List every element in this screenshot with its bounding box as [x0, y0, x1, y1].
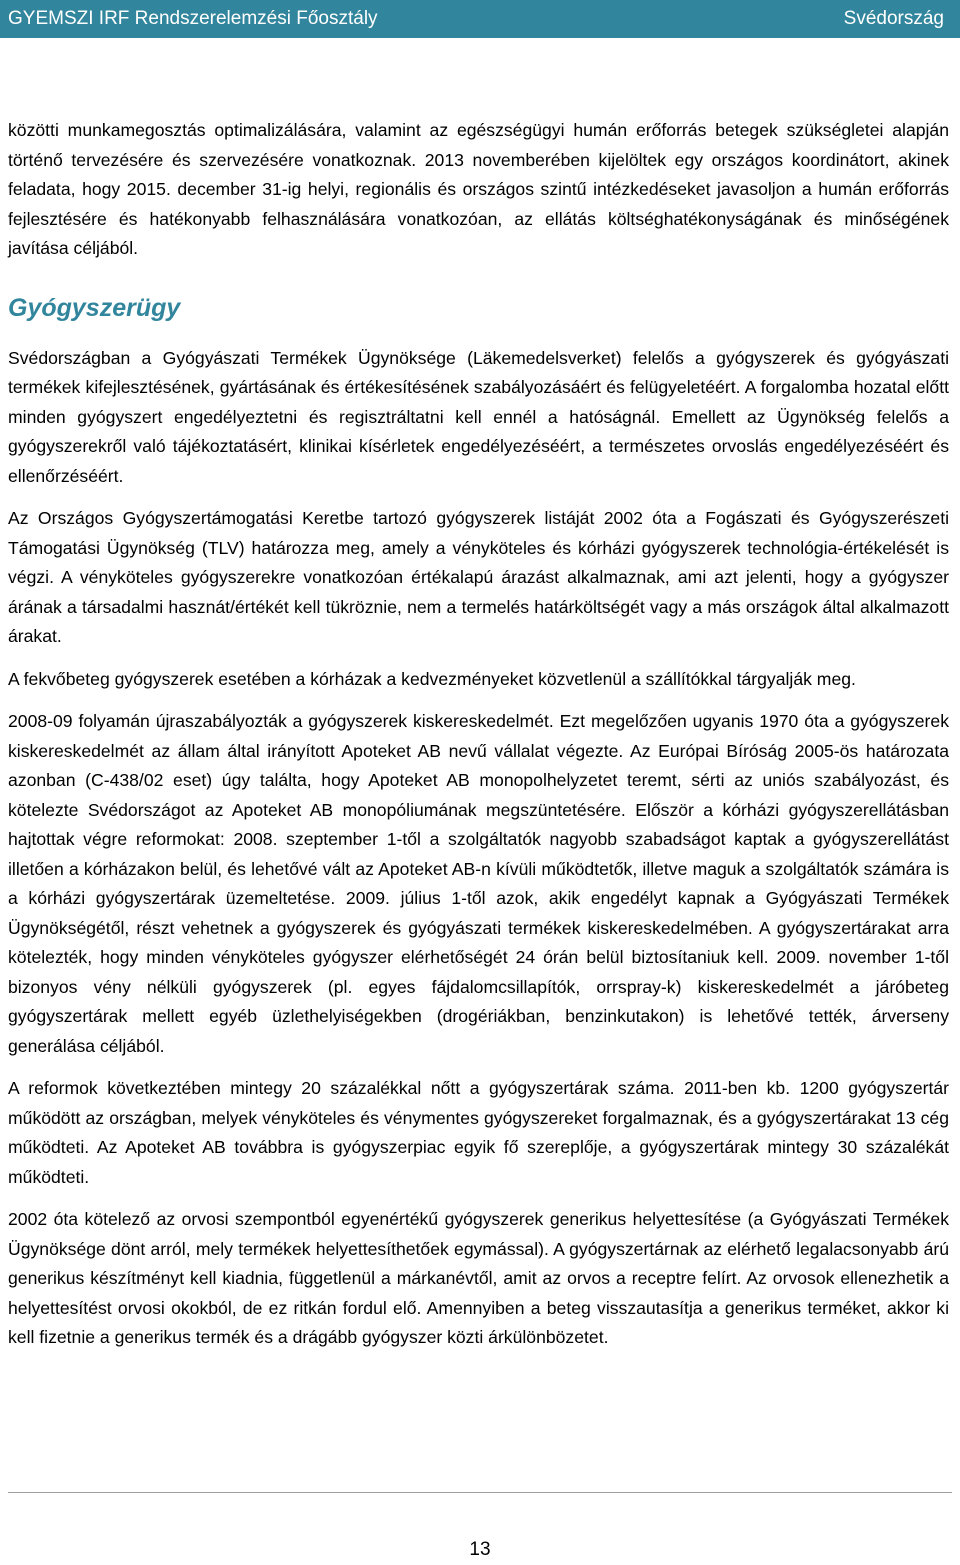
paragraph-agency: Svédországban a Gyógyászati Termékek Ügynöksége (Läkemedelsverket) felelős a gyógyszerek és gyógyászati termékek kifejlesztésének, gyártásának és értékesítésének szabályozásáért és felügyeletéért. A forgalomba hozatal előtt minden gyógyszert engedélyeztetni és regisztráltatni kell ennél a hatóságnál. Emellett az Ügynökség felelős a gyógyszerekről való tájékoztatásért, klinikai kísérletek engedélyezéséért, a természetes orvoslás engedélyezéséért és ellenőrzéséért. — [8, 347, 949, 486]
page-header — [0, 0, 960, 38]
page-number: 13 — [469, 1539, 491, 1560]
header-organization: GYEMSZI IRF Rendszerelemzési Főosztály — [8, 8, 378, 29]
paragraph-pharmacy-count: A reformok következtében mintegy 20 százalékkal nőtt a gyógyszertárak száma. 2011-ben kb. 1200 gyógyszertár működött az országban, melyek vényköteles és vénymentes gyógyszereket forgalmaznak, és a gyógyszertárakat 13 cég működteti. Az Apoteket AB továbbra is gyógyszerpiac egyik fő szereplője, a gyógyszertárak mintegy 30 százalékát működteti. — [8, 1078, 949, 1187]
section-title: Gyógyszerügy — [8, 293, 181, 322]
paragraph-reimbursement: Az Országos Gyógyszertámogatási Keretbe tartozó gyógyszerek listáját 2002 óta a Fogászati és Gyógyszerészeti Támogatási Ügynökség (TLV) határozza meg, amely a vényköteles és kórházi gyógyszerek technológia-értékelését is végzi. A vényköteles gyógyszerekre vonatkozóan értékalapú árazást alkalmaznak, ami azt jelenti, hogy a gyógyszer árának a társadalmi hasznát/értékét kell tükröznie, nem a termelés határköltségét vagy a más országok által alkalmazott árakat. — [8, 508, 949, 646]
paragraph-generic-substitution: 2002 óta kötelező az orvosi szempontból egyenértékű gyógyszerek generikus helyettesítése (a Gyógyászati Termékek Ügynöksége dönt arról, mely termékek helyettesíthetőek egymással). A gyógyszertárnak az elérhető legalacsonyabb árú generikus készítményt kell kiadnia, függetlenül a márkanévtől, amit az orvos a receptre felírt. Az orvosok ellenezhetik a helyettesítést orvosi okokból, de ez ritkán fordul elő. Amennyiben a beteg visszautasítja a generikus terméket, akkor ki kell fizetnie a generikus termék és a drágább gyógyszer közti árkülönbözetet. — [8, 1209, 949, 1347]
paragraph-retail-reform: 2008-09 folyamán újraszabályozták a gyógyszerek kiskereskedelmét. Ezt megelőzően ugyanis 1970 óta a gyógyszerek kiskereskedelmét az állam által irányított Apoteket AB nevű vállalat végezte. Az Európai Bíróság 2005-ös határozata azonban (C-438/02 eset) úgy találta, hogy Apoteket AB monopolhelyzetet teremt, sérti az uniós szabályozást, és kötelezte Svédországot az Apoteket AB monopóliumának megszüntetésére. Először a kórházi gyógyszerellátásban hajtottak végre reformokat: 2008. szeptember 1-től a szolgáltatók nagyobb szabadságot kaptak a gyógyszerellátást illetően a kórházakon belül, és lehetővé vált az Apoteket AB-n kívüli működtetők, illetve maguk a szolgáltatók számára is a kórházi gyógyszertárak üzemeltetése. 2009. július 1-től azok, akik engedélyt kapnak a Gyógyászati Termékek Ügynökségétől, részt vehetnek a gyógyszerek és gyógyászati termékek kiskereskedelmében. A gyógyszertárakat arra kötelezték, hogy minden vényköteles gyógyszer elérhetőségét 24 órán belül biztosítaniuk kell. 2009. november 1-től bizonyos vény nélküli gyógyszerek (pl. egyes fájdalomcsillapítók, orrspray-k) kiskereskedelmét a járóbeteg gyógyszertárak mellett egyéb üzlethelyiségekben (drogériákban, benzinkutakon) is lehetővé tették, árverseny generálása céljából. — [8, 711, 949, 1056]
header-country: Svédország — [843, 8, 944, 29]
paragraph-inpatient: A fekvőbeteg gyógyszerek esetében a kórházak a kedvezményeket közvetlenül a szállítókkal tárgyalják meg. — [8, 668, 856, 689]
document-body — [8, 116, 949, 1366]
footer-divider — [8, 1492, 952, 1493]
intro-paragraph: közötti munkamegosztás optimalizálására, valamint az egészségügyi humán erőforrás betegek szükségletei alapján történő tervezésére és szervezésére vonatkoznak. 2013 novemberében kijelöltek egy országos koordinátort, akinek feladata, hogy 2015. december 31-ig helyi, regionális és országos szintű intézkedéseket javasoljon a humán erőforrás fejlesztésére és hatékonyabb felhasználására vonatkozóan, az ellátás költséghatékonyságának és minőségének javítása céljából. — [8, 120, 949, 258]
